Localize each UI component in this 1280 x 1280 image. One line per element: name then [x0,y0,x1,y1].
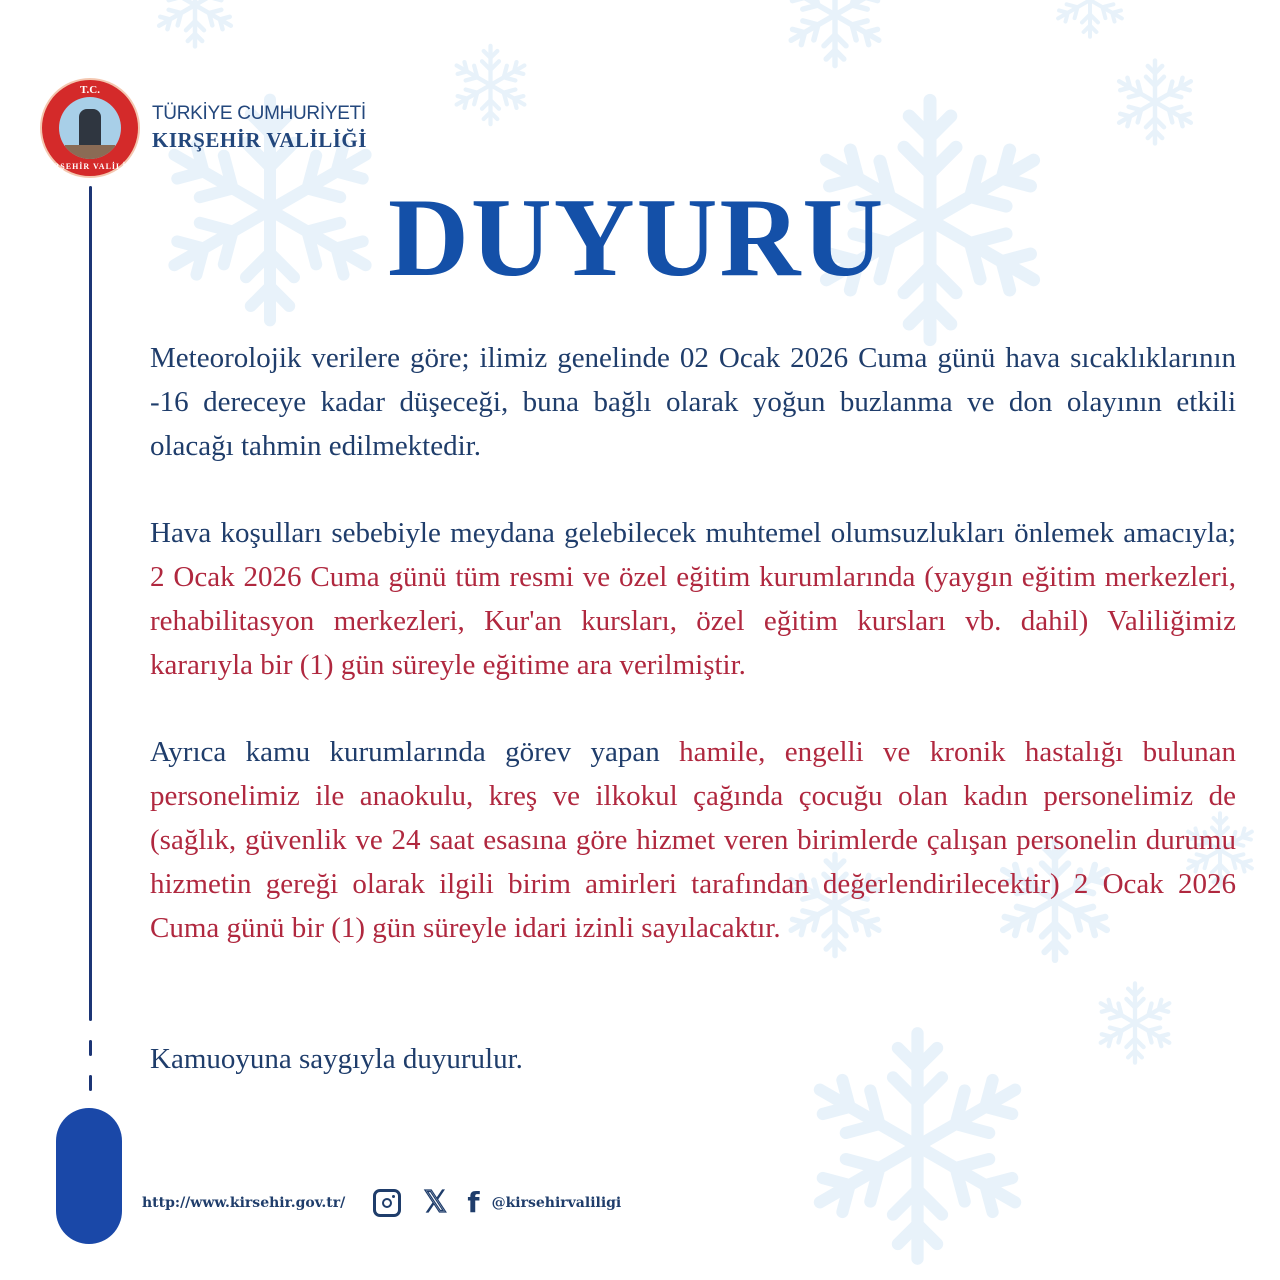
snowflake-icon [140,0,250,50]
footer [142,1185,622,1220]
snowflake-icon [448,40,533,130]
accent-pill [56,1108,122,1244]
divider-dash [89,1075,92,1091]
logo-emblem [59,97,121,159]
announcement-paragraph-3 [133,730,1236,950]
logo-top-text: T.C. [80,84,100,96]
paragraph-text: Hava koşulları sebebiyle meydana gelebilecek muhtemel olumsuzlukları önlemek amacıyla; [150,517,1236,549]
facebook-icon[interactable]: f [467,1186,480,1219]
statue-base [65,145,115,159]
paragraph-text: Meteorolojik verilere göre; ilimiz genelinde 02 Ocak 2026 Cuma günü hava sıcaklıklarının -16 dereceye kadar düşeceği, buna bağlı olarak yoğun buzlanma ve don olayının etkili olacağı tahmin edilmektedir. [150,342,1236,462]
org-name-line2: KIRŞEHİR VALİLİĞİ [152,128,367,152]
social-handle[interactable]: @kirsehirvaliligi [491,1195,622,1211]
paragraph-text: Kamuoyuna saygıyla duyurulur. [150,1043,523,1075]
x-icon[interactable]: 𝕏 [423,1185,448,1220]
org-name-line1: TÜRKİYE CUMHURİYETİ [152,103,366,124]
paragraph-text: Ayrıca kamu kurumlarında görev yapan [150,736,680,768]
vertical-divider [89,186,92,1021]
logo-ring-text: KIRŞEHİR VALİLİĞİ [42,162,138,171]
divider-dash [89,1040,92,1056]
snowflake-icon [770,0,900,70]
snowflake-icon [1030,0,1150,40]
statue-icon [79,109,101,147]
highlighted-text: hamile, engelli ve kronik hastalığı bulunan personelimiz ile anaokulu, kreş ve ilkokul çağında çocuğu olan kadın personelimiz de (sağlık, güvenlik ve 24 saat esasına göre hizmet veren birimlerde çalışan personelin durumu hizmetin gereği olarak ilgili birim amirleri tarafından değerlendirilecektir) 2 Ocak 2026 Cuma günü bir (1) gün süreyle idari izinli sayılacaktır. [150,736,1236,944]
website-link[interactable]: http://www.kirsehir.gov.tr/ [142,1195,346,1211]
snowflake-icon [1110,52,1200,152]
announcement-paragraph-1 [133,336,1236,468]
highlighted-text: 2 Ocak 2026 Cuma günü tüm resmi ve özel eğitim kurumlarında (yaygın eğitim merkezleri, rehabilitasyon merkezleri, Kur'an kursları, özel eğitim kursları vb. dahil) Valiliğimiz kararıyla bir (1) gün süreyle eğitime ara verilmiştir. [150,561,1236,681]
closing-line [133,1037,1236,1081]
announcement-paragraph-2 [133,511,1236,687]
governorship-logo [42,80,138,176]
instagram-icon[interactable] [373,1189,401,1217]
page-title: DUYURU [388,176,886,300]
